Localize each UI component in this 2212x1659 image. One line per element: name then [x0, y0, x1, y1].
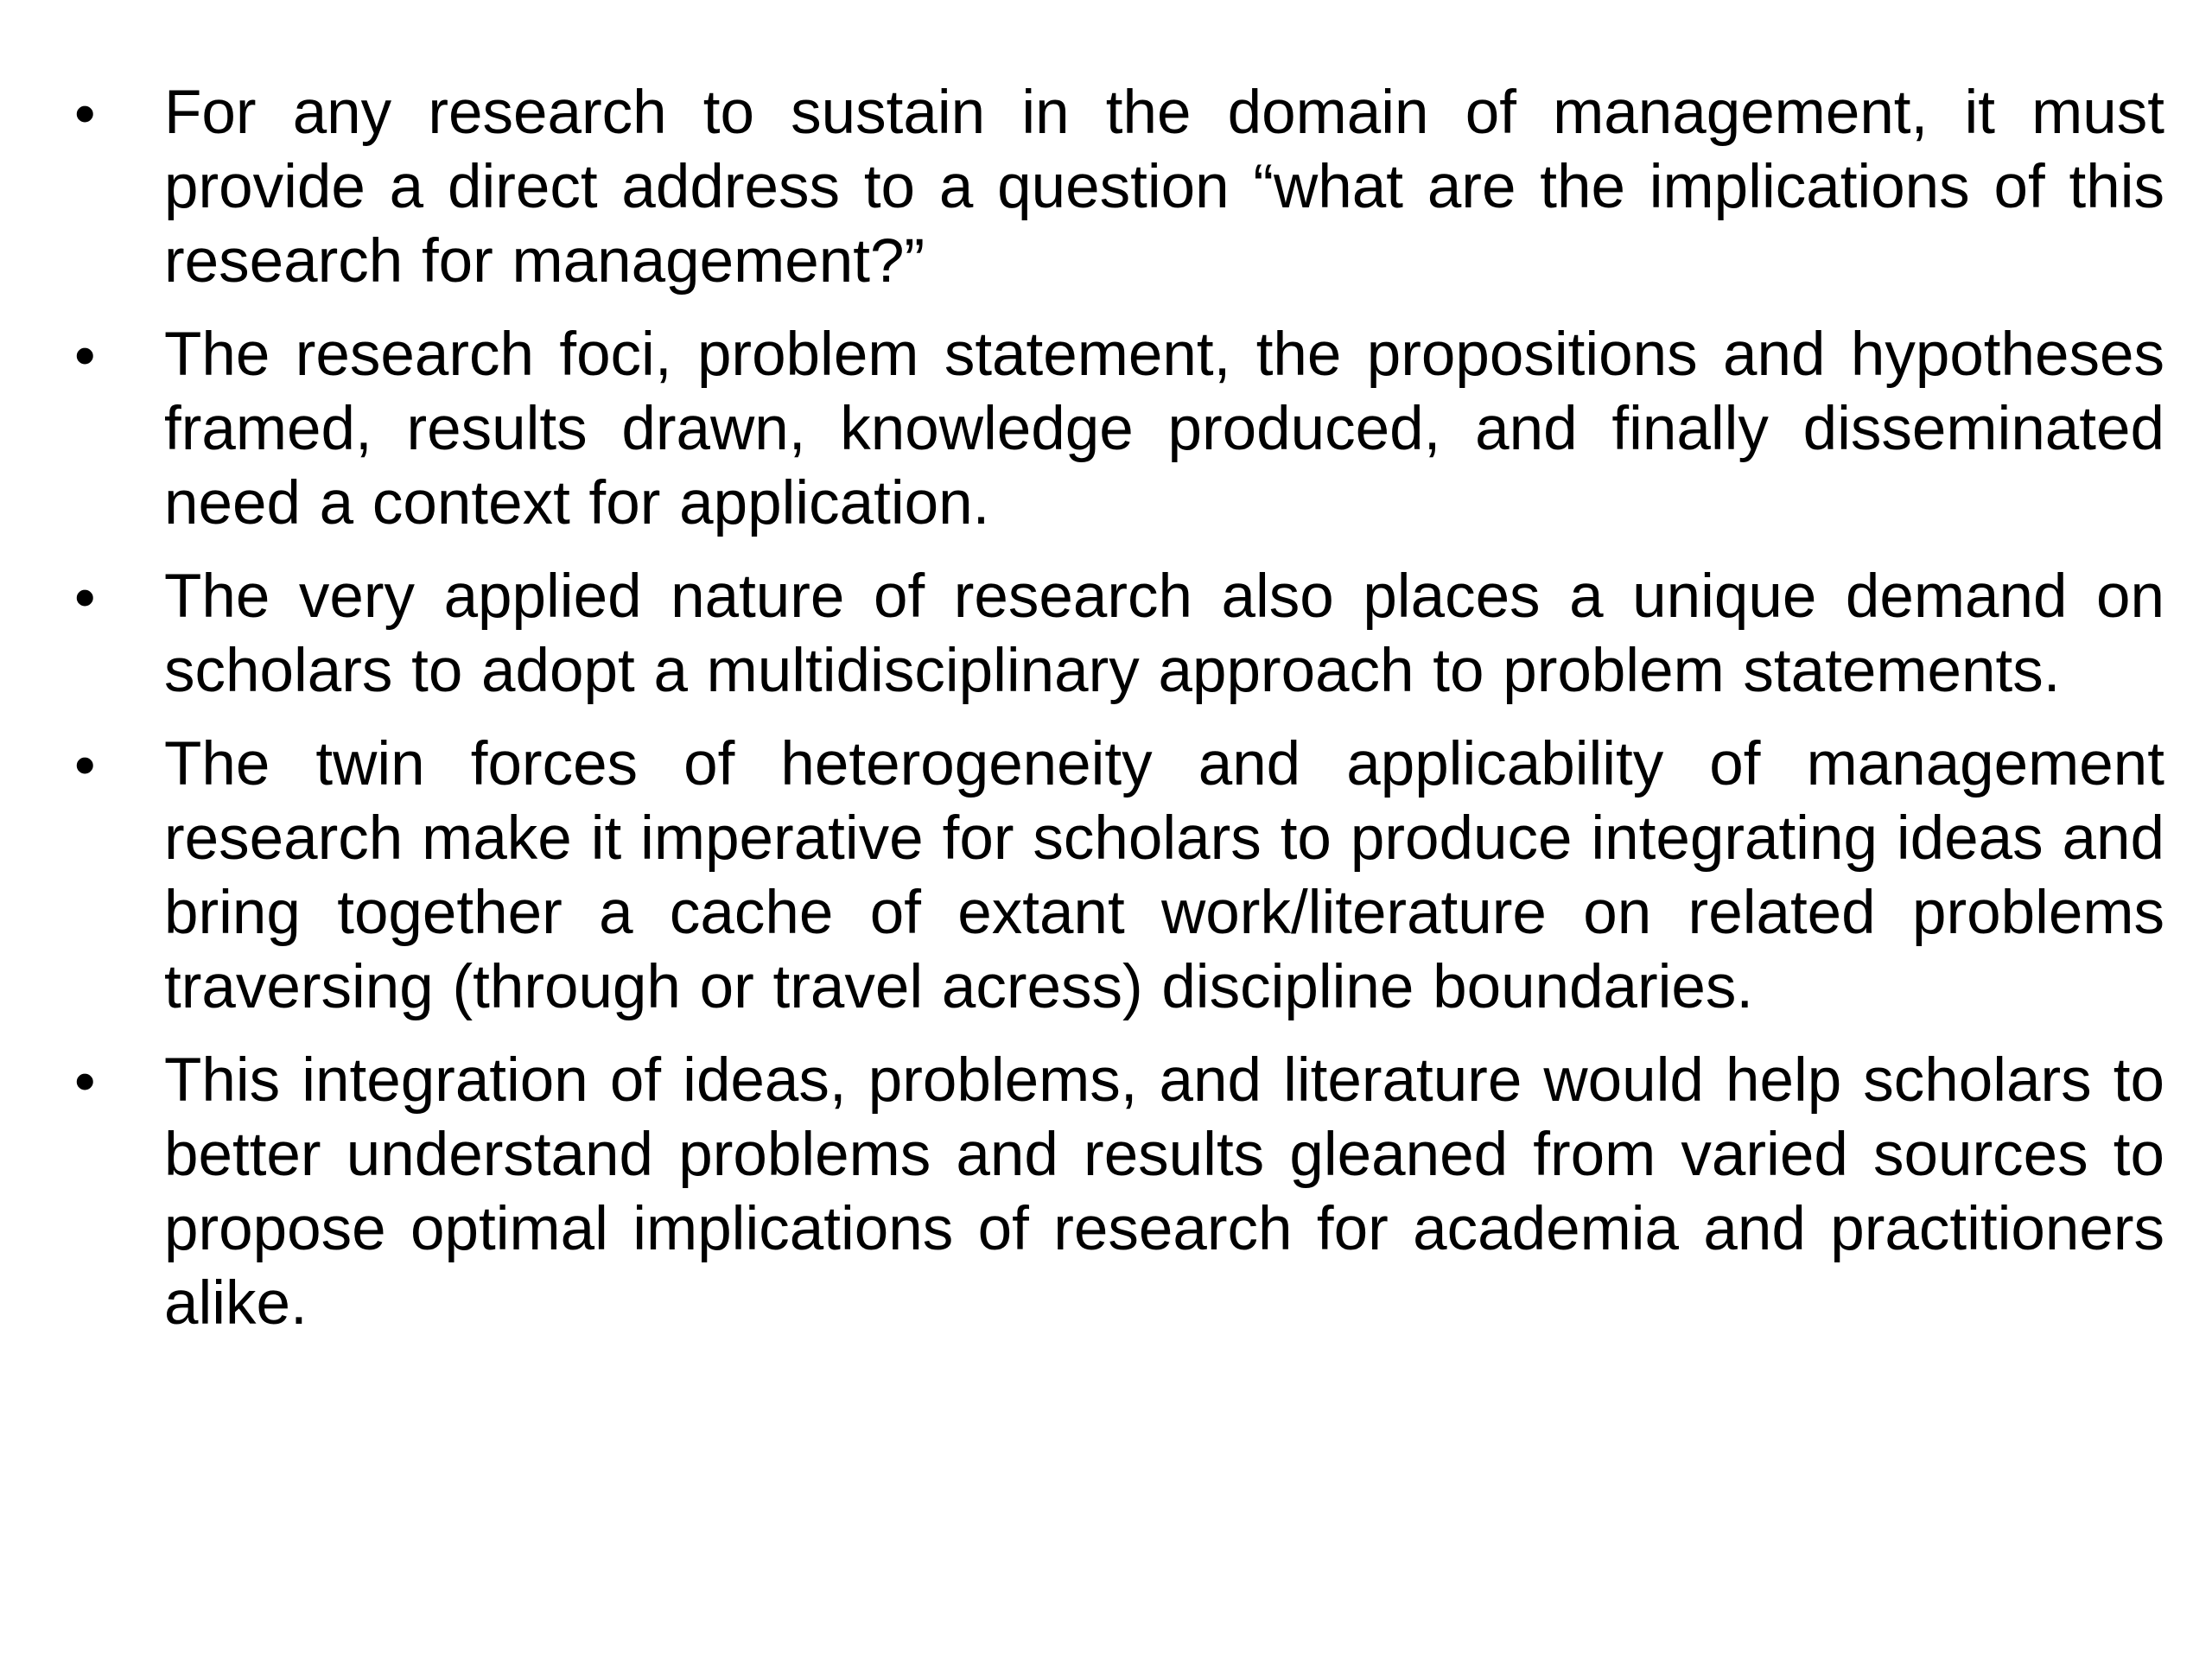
bullet-item [69, 318, 2164, 541]
bullet-text: For any research to sustain in the domain of management, it must provide a direct address to a question “what are the implications of this research for management?” [164, 79, 2164, 296]
bullet-item [69, 1044, 2164, 1341]
bullet-icon: • [74, 731, 96, 798]
bullet-text: The very applied nature of research also places a unique demand on scholars to adopt a multidisciplinary approach to problem statements. [164, 563, 2164, 705]
bullet-icon: • [74, 1047, 96, 1115]
bullet-item [69, 728, 2164, 1025]
bullet-text: This integration of ideas, problems, and literature would help scholars to better understand problems and results gleaned from varied sources to propose optimal implications of research for academia and practitioners alike. [164, 1046, 2164, 1338]
bullet-item [69, 560, 2164, 709]
bullet-item [69, 76, 2164, 299]
bullet-icon: • [74, 79, 96, 147]
bullet-icon: • [74, 563, 96, 631]
bullet-icon: • [74, 321, 96, 389]
bullet-list [69, 76, 2164, 1360]
bullet-text: The twin forces of heterogeneity and applicability of management research make it imperative for scholars to produce integrating ideas and bring together a cache of extant work/literature on related problems traversing (through or travel acress) discipline boundaries. [164, 730, 2164, 1021]
bullet-text: The research foci, problem statement, the propositions and hypotheses framed, results drawn, knowledge produced, and finally disseminated need a context for application. [164, 321, 2164, 537]
